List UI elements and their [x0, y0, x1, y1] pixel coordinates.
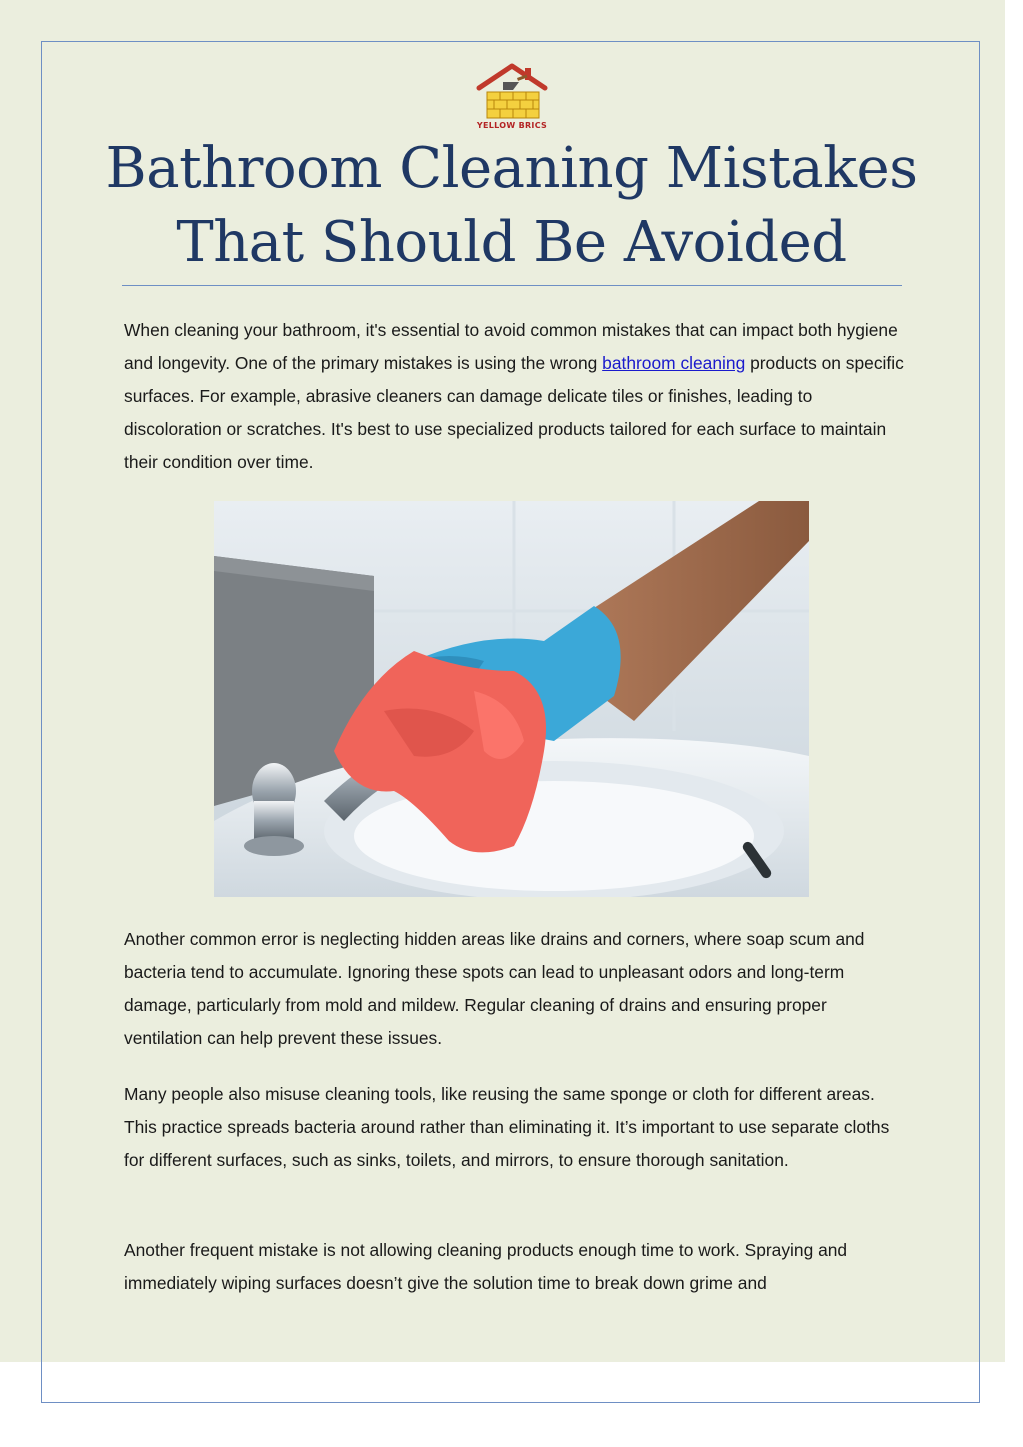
intro-paragraph	[124, 314, 904, 479]
bathroom-cleaning-photo	[214, 501, 809, 897]
intro-text-start: When cleaning your bathroom, it's essential to avoid common mistakes that can impact both hygiene and longevity. One of the primary mistakes is using the wrong	[124, 320, 898, 373]
tools-paragraph: Many people also misuse cleaning tools, like reusing the same sponge or cloth for different areas. This practice spreads bacteria around rather than eliminating it. It’s important to use separate cloths for different surfaces, such as sinks, toilets, and mirrors, to ensure thorough sanitation.	[124, 1084, 890, 1170]
house-logo-icon	[473, 60, 551, 122]
page-title: Bathroom Cleaning Mistakes That Should Be Avoided	[105, 136, 918, 275]
title-underline-divider	[122, 285, 902, 286]
dwell-time-paragraph: Another frequent mistake is not allowing cleaning products enough time to work. Spraying and immediately wiping surfaces doesn’t give the solution time to break down grime and	[124, 1240, 848, 1293]
bathroom-cleaning-link[interactable]: bathroom cleaning	[602, 353, 746, 373]
intro-text-end: products on specific surfaces. For example, abrasive cleaners can damage delicate tiles or finishes, leading to discoloration or scratches. It's best to use specialized products tailored for each surface to maintain their condition over time.	[124, 353, 904, 472]
gloved-hand-cleaning-faucet-image	[214, 501, 809, 897]
logo-text: YELLOW BRICS	[476, 121, 548, 130]
yellow-brics-logo	[473, 60, 551, 136]
drains-paragraph: Another common error is neglecting hidden areas like drains and corners, where soap scum and bacteria tend to accumulate. Ignoring these spots can lead to unpleasant odors and long-term damage, particularly from mold and mildew. Regular cleaning of drains and ensuring proper ventilation can help prevent these issues.	[124, 929, 865, 1048]
